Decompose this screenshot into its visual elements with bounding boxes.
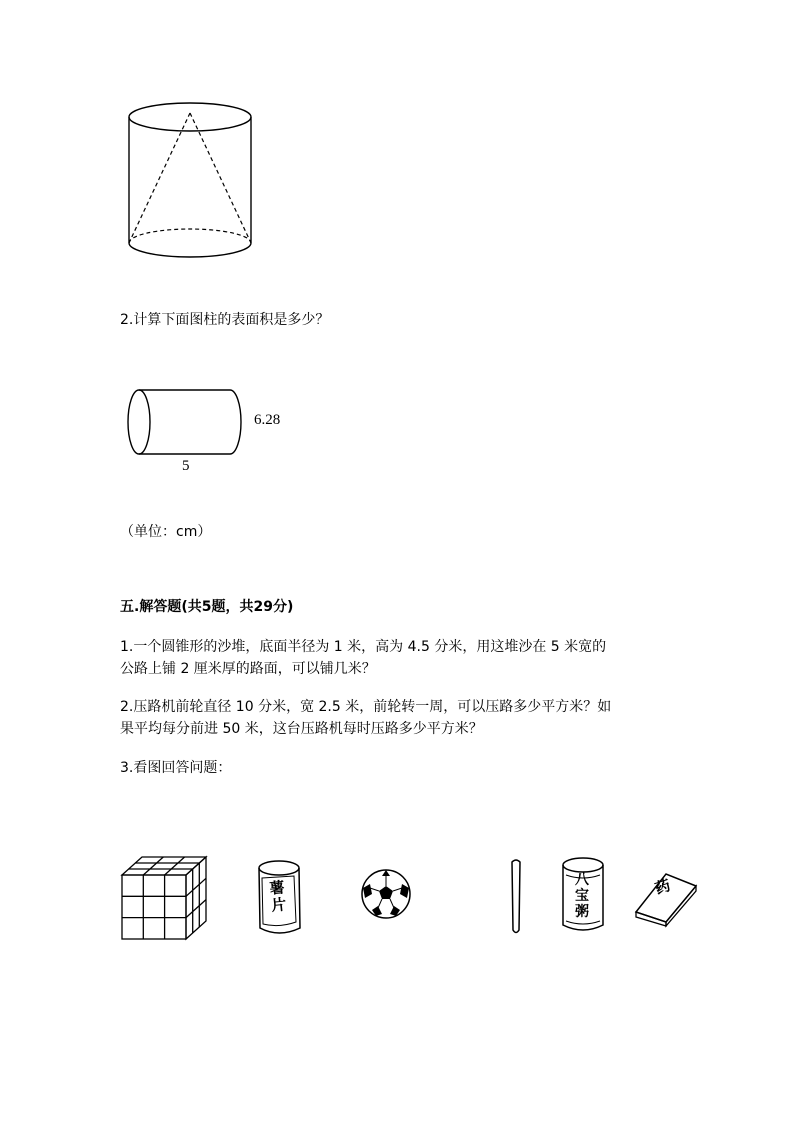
porridge-can-label: 八宝粥: [575, 872, 589, 920]
cylinder-with-cone-figure: [120, 95, 260, 265]
cube-object: [120, 855, 210, 943]
soccer-ball-object: [360, 868, 412, 920]
question-5-2-line-1: 2.压路机前轮直径 10 分米，宽 2.5 米，前轮转一周，可以压路多少平方米？如: [120, 699, 612, 715]
section-5-title: 五.解答题(共5题，共29分): [120, 599, 294, 615]
cylinder-right-face-arc: [230, 390, 241, 454]
cylinder-bottom-back-arc: [129, 229, 251, 243]
cylinder-height-label: 6.28: [254, 412, 281, 428]
cylinder-top-ellipse: [129, 103, 251, 131]
question-5-2-line-2: 果平均每分前进 50 米，这台压路机每时压路多少平方米？: [120, 721, 483, 737]
question-5-1-line-1: 1.一个圆锥形的沙堆，底面半径为 1 米，高为 4.5 分米，用这堆沙在 5 米宽的: [120, 639, 607, 655]
cylinder-bottom-front-arc: [129, 243, 251, 257]
horizontal-cylinder-figure: [125, 388, 250, 458]
question-2-text: 2.计算下面图柱的表面积是多少？: [120, 312, 330, 328]
unit-note: （单位：cm）: [120, 524, 212, 540]
cone-left-edge: [129, 113, 190, 243]
rod-object: [506, 858, 526, 936]
question-5-3: 3.看图回答问题：: [120, 760, 232, 776]
cylinder-left-face: [128, 390, 150, 454]
cone-right-edge: [190, 113, 251, 243]
question-5-1-line-2: 公路上铺 2 厘米厚的路面，可以铺几米？: [120, 661, 376, 677]
cylinder-length-label: 5: [182, 458, 190, 474]
chips-can-label: 薯片: [268, 878, 288, 915]
medicine-box-label: 药: [652, 876, 673, 898]
